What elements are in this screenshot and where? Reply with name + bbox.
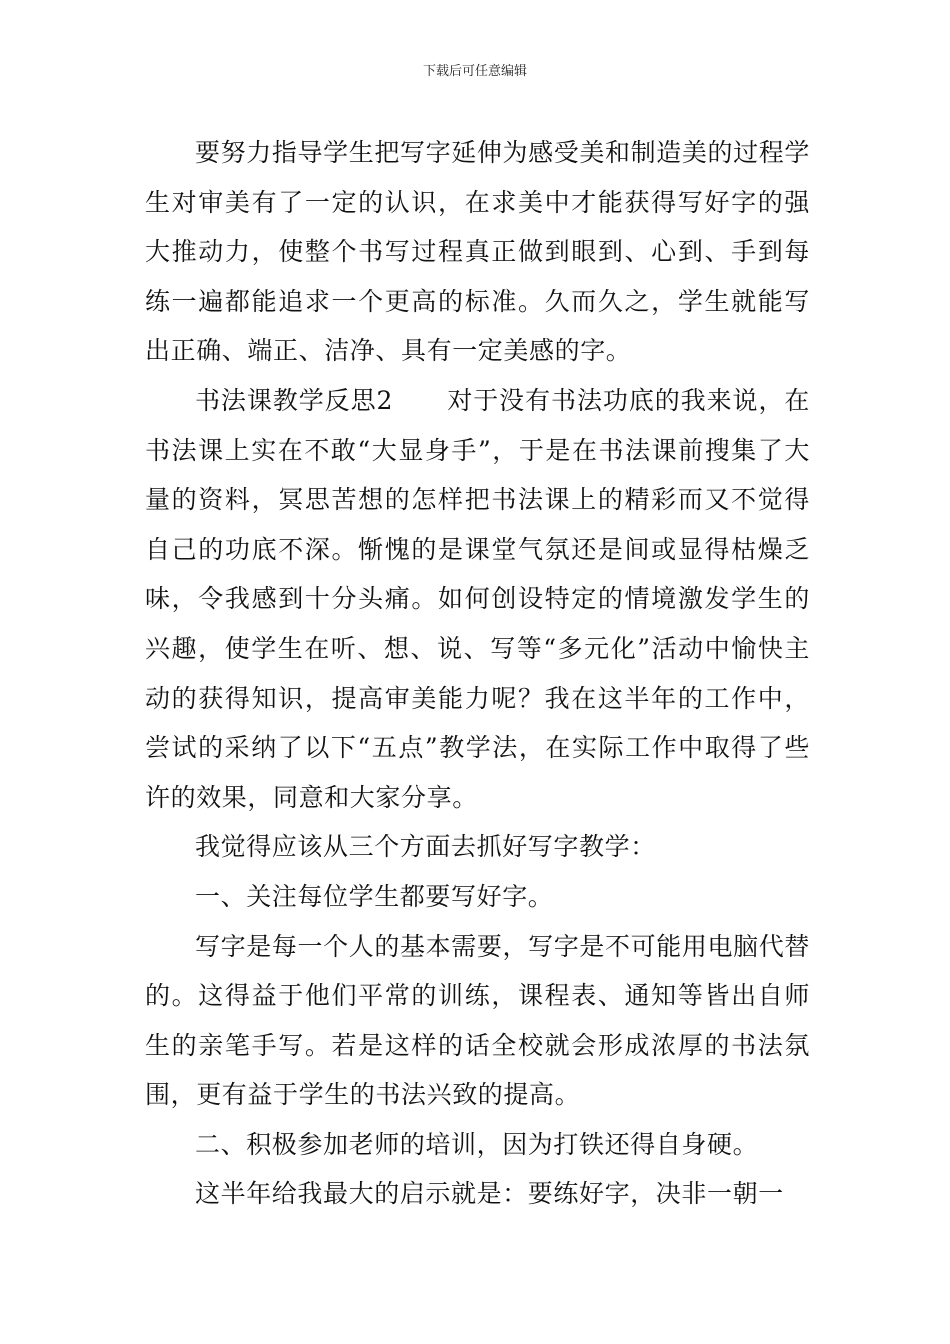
paragraph: 一、关注每位学生都要写好字。 [195, 881, 554, 911]
paragraph: 我觉得应该从三个方面去抓好写字教学： [195, 832, 656, 862]
section-text: 对于没有书法功底的我来说，在书法课上实在不敢“大显身手”，于是在书法课前搜集了大量的资料，冥思苦想的怎样把书法课上的精彩而又不觉得自己的功底不深。惭愧的是课堂气氛还是间或显得枯燥乏味，令我感到十分头痛。如何创设特定的情境激发学生的兴趣，使学生在听、想、说、写等“多元化”活动中愉快主动的获得知识，提高审美能力呢？我在这半年的工作中，尝试的采纳了以下“五点”教学法，在实际工作中取得了些许的效果，同意和大家分享。 [145, 385, 810, 812]
section-title: 书法课教学反思2 [195, 385, 393, 415]
page-header: 下载后可任意编辑 [422, 64, 527, 79]
section-paragraph [145, 376, 810, 822]
paragraph: 要努力指导学生把写字延伸为感受美和制造美的过程学生对审美有了一定的认识，在求美中才能获得写好字的强大推动力，使整个书写过程真正做到眼到、心到、手到每练一遍都能追求一个更高的标准。久而久之，学生就能写出正确、端正、洁净、具有一定美感的字。 [145, 138, 810, 366]
document-body [145, 128, 810, 1219]
paragraph: 二、积极参加老师的培训，因为打铁还得自身硬。 [195, 1129, 759, 1159]
paragraph: 写字是每一个人的基本需要，写字是不可能用电脑代替的。这得益于他们平常的训练，课程表、通知等皆出自师生的亲笔手写。若是这样的话全校就会形成浓厚的书法氛围，更有益于学生的书法兴致的提高。 [145, 931, 810, 1110]
paragraph: 这半年给我最大的启示就是：要练好字，决非一朝一 [195, 1179, 784, 1209]
